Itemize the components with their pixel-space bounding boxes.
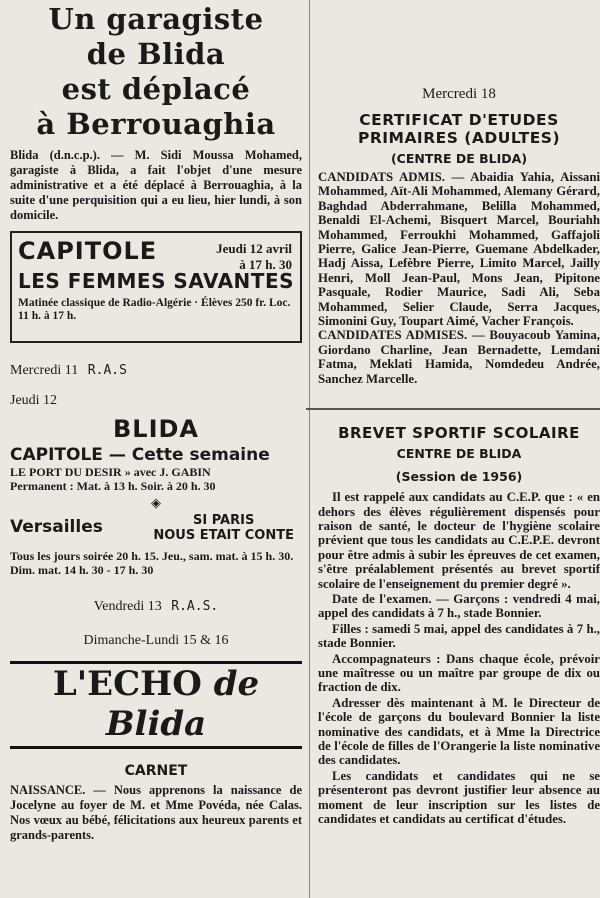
ad-date-line: Jeudi 12 avril (216, 241, 292, 256)
cinema-film (153, 513, 294, 543)
headline (10, 2, 302, 142)
centre-label: (CENTRE DE BLIDA) (390, 151, 528, 166)
brevet-title: BREVET SPORTIF SCOLAIRE (338, 424, 580, 443)
carnet-text: NAISSANCE. — Nous apprenons la naissance de Jocelyne au foyer de M. et Mme Povéda, née Calas. Nos vœux au bébé, félicitations aux heureux parents et grands-parents. (10, 783, 302, 842)
certificat-title (318, 111, 600, 147)
day-label: Mercredi 11 (10, 363, 79, 378)
brevet-paragraph: Date de l'examen. — Garçons : vendredi 4 mai, appel des candidats à 7 h., stade Bonnier. (318, 591, 600, 621)
ad-note: Matinée classique de Radio-Algérie · Élèves 250 fr. Loc. 11 h. à 17 h. (18, 297, 291, 322)
ad-film: LES FEMMES SAVANTES (18, 269, 295, 293)
title-line: CERTIFICAT D'ETUDES (359, 111, 559, 129)
ad-date (216, 241, 292, 273)
ad-time-line: à 17 h. 30 (239, 257, 292, 272)
title-line: PRIMAIRES (ADULTES) (357, 129, 561, 147)
masthead-text: L'ECHO (52, 664, 202, 704)
masthead-text-italic: de Blida (105, 664, 260, 744)
ad-title: CAPITOLE (18, 237, 158, 265)
handwritten-note: R.A.S (87, 363, 127, 378)
cinema-hours: Permanent : Mat. à 13 h. Soir. à 20 h. 30 (10, 479, 216, 493)
brevet-paragraph: Les candidats et candidates qui ne se présenteront pas devront justifier leur absence au moment de leur inscription sur les listes de candidates et candidats au certificat d'études. (318, 768, 600, 827)
column-divider (309, 0, 310, 898)
article-body: Blida (d.n.c.p.). — M. Sidi Moussa Mohamed, garagiste à Blida, a fait l'objet d'une mesure administrative et a été déplacé à Berrouaghia, à la suite d'une perquisition qui a eu lieu, hier lundi, à son domicile. (10, 148, 302, 222)
film-line: SI PARIS (193, 513, 255, 528)
handwritten-note: R.A.S. (171, 599, 219, 614)
masthead-echo-de-blida (10, 661, 302, 749)
cinema-programme: CAPITOLE — Cette semaine (10, 445, 270, 465)
headline-line: à Berrouaghia (36, 107, 276, 141)
day-heading (10, 363, 302, 379)
headline-line: Un garagiste (48, 2, 264, 36)
cinema-film: LE PORT DU DESIR » avec J. GABIN (10, 465, 211, 479)
headline-line: est déplacé (61, 72, 251, 106)
right-column (318, 0, 600, 898)
left-column (10, 0, 302, 898)
brevet-paragraph: Adresser dès maintenant à M. le Directeur de l'école de garçons du boulevard Bonnier la liste nominative des candidats, et à Mme la Directrice de l'école de filles de l'Orangerie la liste nominative des candidates. (318, 695, 600, 768)
candidates-list: CANDIDATES ADMISES. — Bouyacoub Yamina, Giordano Charline, Jean Bernadette, Lemdani Fatma, Meklati Hamida, Nomdedeu Andrée, Sanchez Marcelle. (318, 328, 600, 386)
ornament-icon: ◈ (151, 495, 161, 510)
section-divider (306, 408, 600, 410)
section-title: CARNET (124, 763, 188, 779)
capitole-ad (10, 231, 302, 343)
brevet-paragraph: Filles : samedi 5 mai, appel des candidates à 7 h., stade Bonnier. (318, 621, 600, 651)
day-heading (10, 599, 302, 615)
brevet-paragraph: Il est rappelé aux candidats au C.E.P. que : « en dehors des élèves régulièrement dispensés pour raison de santé, le docteur de l'hygiène scolaire prévient que tous les candidats au C.E.P.E. devront pour être admis à subir les épreuves de cet examen, s'être préalablement présentés au brevet sportif scolaire de l'enseignement du premier degré ». (318, 490, 600, 591)
day-heading: Jeudi 12 (10, 393, 58, 408)
section-title: BLIDA (112, 415, 199, 443)
cinema-hours: Tous les jours soirée 20 h. 15. Jeu., sam. mat. à 15 h. 30. Dim. mat. 14 h. 30 - 17 h. 30 (10, 549, 294, 577)
brevet-paragraph: Accompagnateurs : Dans chaque école, prévoir une maîtresse ou un maître par groupe de dix ou fraction de dix. (318, 651, 600, 695)
versailles-ad (10, 513, 302, 577)
day-heading: Dimanche-Lundi 15 & 16 (83, 633, 229, 648)
candidats-list: CANDIDATS ADMIS. — Abaidia Yahia, Aissani Mohammed, Aït-Ali Mohammed, Alemany Gérard, Baghdad Abderrahmane, Belilla Mohammed, Benaldi El-Achemi, Bisquert Marcel, Bouriahh Mohammed, Ferroukhi Mohammed, Gaffajoli Pierre, Galice Jean-Pierre, Guemane Abdelkader, Hadj Aissa, Lefèbre Pierre, Limito Marcel, Jailly Henri, Moll Jean-Paul, Mons Jean, Pipitone Pasquale, Rodier Maurice, Sadi Ali, Seba Mohammed, Selier Claude, Serra Jacques, Simonini Guy, Toupart Aimé, Vacher François. (318, 170, 600, 329)
film-line: NOUS ETAIT CONTE (153, 528, 294, 543)
headline-line: de Blida (86, 37, 226, 71)
cinema-name: Versailles (10, 517, 103, 537)
centre-label: CENTRE DE BLIDA (396, 446, 522, 462)
session-label: (Session de 1956) (395, 469, 523, 485)
day-heading: Mercredi 18 (422, 86, 496, 102)
day-label: Vendredi 13 (93, 599, 162, 614)
